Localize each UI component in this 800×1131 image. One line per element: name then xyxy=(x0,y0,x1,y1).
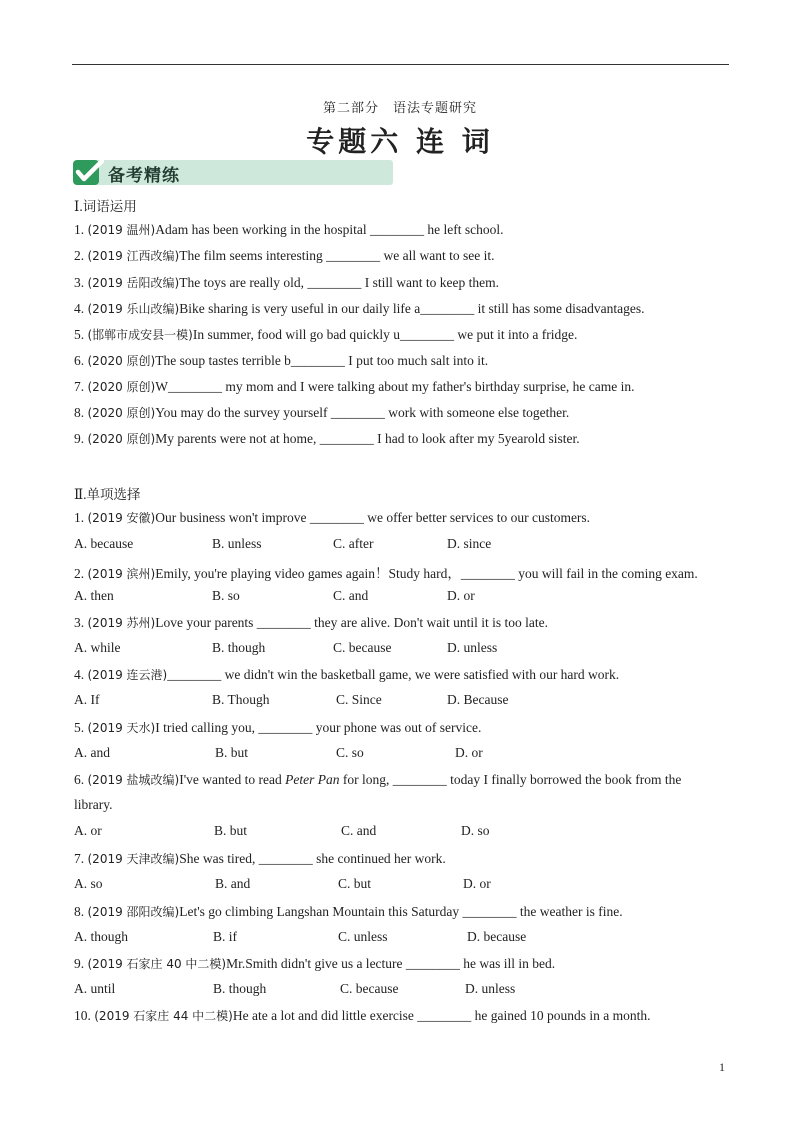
section-banner xyxy=(72,158,393,187)
option-b: B. and xyxy=(215,876,251,891)
option-a: A. until xyxy=(74,981,116,996)
question-line: 9. (2019 石家庄 40 中二模)Mr.Smith didn't give us a lecture ________ he was ill in bed. xyxy=(74,956,556,971)
option-b: B. Though xyxy=(212,692,270,707)
option-d: D. so xyxy=(461,823,490,838)
banner-label: 备考精练 xyxy=(108,166,180,186)
question-line: 3. (2019 岳阳改编)The toys are really old, ________ I still want to keep them. xyxy=(74,275,500,290)
option-c: C. but xyxy=(338,876,372,891)
option-b: B. though xyxy=(212,640,266,655)
question-line: 5. (2019 天水)I tried calling you, ________ your phone was out of service. xyxy=(74,720,482,735)
question-line: 7. (2020 原创)W________ my mom and I were talking about my father's birthday surprise, he came in. xyxy=(74,379,635,394)
option-d: D. because xyxy=(467,929,527,944)
option-a: A. or xyxy=(74,823,102,838)
question-line: 3. (2019 苏州)Love your parents ________ they are alive. Don't wait until it is too late. xyxy=(74,615,548,630)
question-line: 6. (2020 原创)The soup tastes terrible b________ I put too much salt into it. xyxy=(74,353,489,368)
question-line: 4. (2019 连云港)________ we didn't win the basketball game, we were satisfied with our hard work. xyxy=(74,667,620,682)
option-c: C. and xyxy=(333,588,369,603)
check-icon xyxy=(72,158,104,187)
option-a: A. so xyxy=(74,876,103,891)
option-c: C. so xyxy=(336,745,364,760)
question-line: 1. (2019 温州)Adam has been working in the hospital ________ he left school. xyxy=(74,222,504,237)
option-a: A. If xyxy=(74,692,100,707)
option-a: A. because xyxy=(74,536,134,551)
question-line: 4. (2019 乐山改编)Bike sharing is very useful in our daily life a________ it still has some disadvantages. xyxy=(74,301,645,316)
question-line-continued: library. xyxy=(74,797,113,812)
option-b: B. though xyxy=(213,981,267,996)
option-a: A. while xyxy=(74,640,121,655)
question-line: 2. (2019 滨州)Emily, you're playing video games again！Study hard，________ you will fail in the coming exam. xyxy=(74,566,698,581)
question-line: 2. (2019 江西改编)The film seems interesting ________ we all want to see it. xyxy=(74,248,495,263)
page-title: 专题六 连 词 xyxy=(306,125,494,158)
option-a: A. though xyxy=(74,929,128,944)
question-line: 9. (2020 原创)My parents were not at home, ________ I had to look after my 5yearold sister. xyxy=(74,431,580,446)
option-c: C. because xyxy=(340,981,399,996)
option-d: D. Because xyxy=(447,692,509,707)
option-d: D. or xyxy=(455,745,483,760)
question-line: 8. (2019 邵阳改编)Let's go climbing Langshan Mountain this Saturday ________ the weather is fine. xyxy=(74,904,623,919)
option-b: B. but xyxy=(215,745,249,760)
option-d: D. unless xyxy=(465,981,516,996)
option-d: D. or xyxy=(463,876,491,891)
section-heading: Ⅱ.单项选择 xyxy=(74,487,141,502)
option-a: A. then xyxy=(74,588,114,603)
option-c: C. Since xyxy=(336,692,382,707)
question-line: 6. (2019 盐城改编)I've wanted to read Peter Pan for long, ________ today I finally borrowed the book from the xyxy=(74,772,682,787)
page-number: 1 xyxy=(719,1060,725,1074)
option-b: B. but xyxy=(214,823,248,838)
header-rule xyxy=(72,64,729,65)
section-heading: Ⅰ.词语运用 xyxy=(74,199,137,214)
book-title: Peter Pan xyxy=(285,772,340,787)
question-line: 1. (2019 安徽)Our business won't improve ________ we offer better services to our customers. xyxy=(74,510,591,525)
option-c: C. and xyxy=(341,823,377,838)
option-b: B. if xyxy=(213,929,238,944)
option-c: C. unless xyxy=(338,929,388,944)
option-d: D. unless xyxy=(447,640,498,655)
option-c: C. because xyxy=(333,640,392,655)
question-line: 5. (邯郸市成安县一模)In summer, food will go bad quickly u________ we put it into a fridge. xyxy=(74,327,578,342)
question-line: 10. (2019 石家庄 44 中二模)He ate a lot and did little exercise ________ he gained 10 pounds in a month. xyxy=(74,1008,651,1023)
option-b: B. so xyxy=(212,588,240,603)
part-label: 第二部分 语法专题研究 xyxy=(322,100,477,115)
option-a: A. and xyxy=(74,745,110,760)
question-line: 7. (2019 天津改编)She was tired, ________ she continued her work. xyxy=(74,851,446,866)
option-d: D. since xyxy=(447,536,492,551)
option-b: B. unless xyxy=(212,536,262,551)
option-c: C. after xyxy=(333,536,374,551)
option-d: D. or xyxy=(447,588,475,603)
question-line: 8. (2020 原创)You may do the survey yourself ________ work with someone else together. xyxy=(74,405,570,420)
